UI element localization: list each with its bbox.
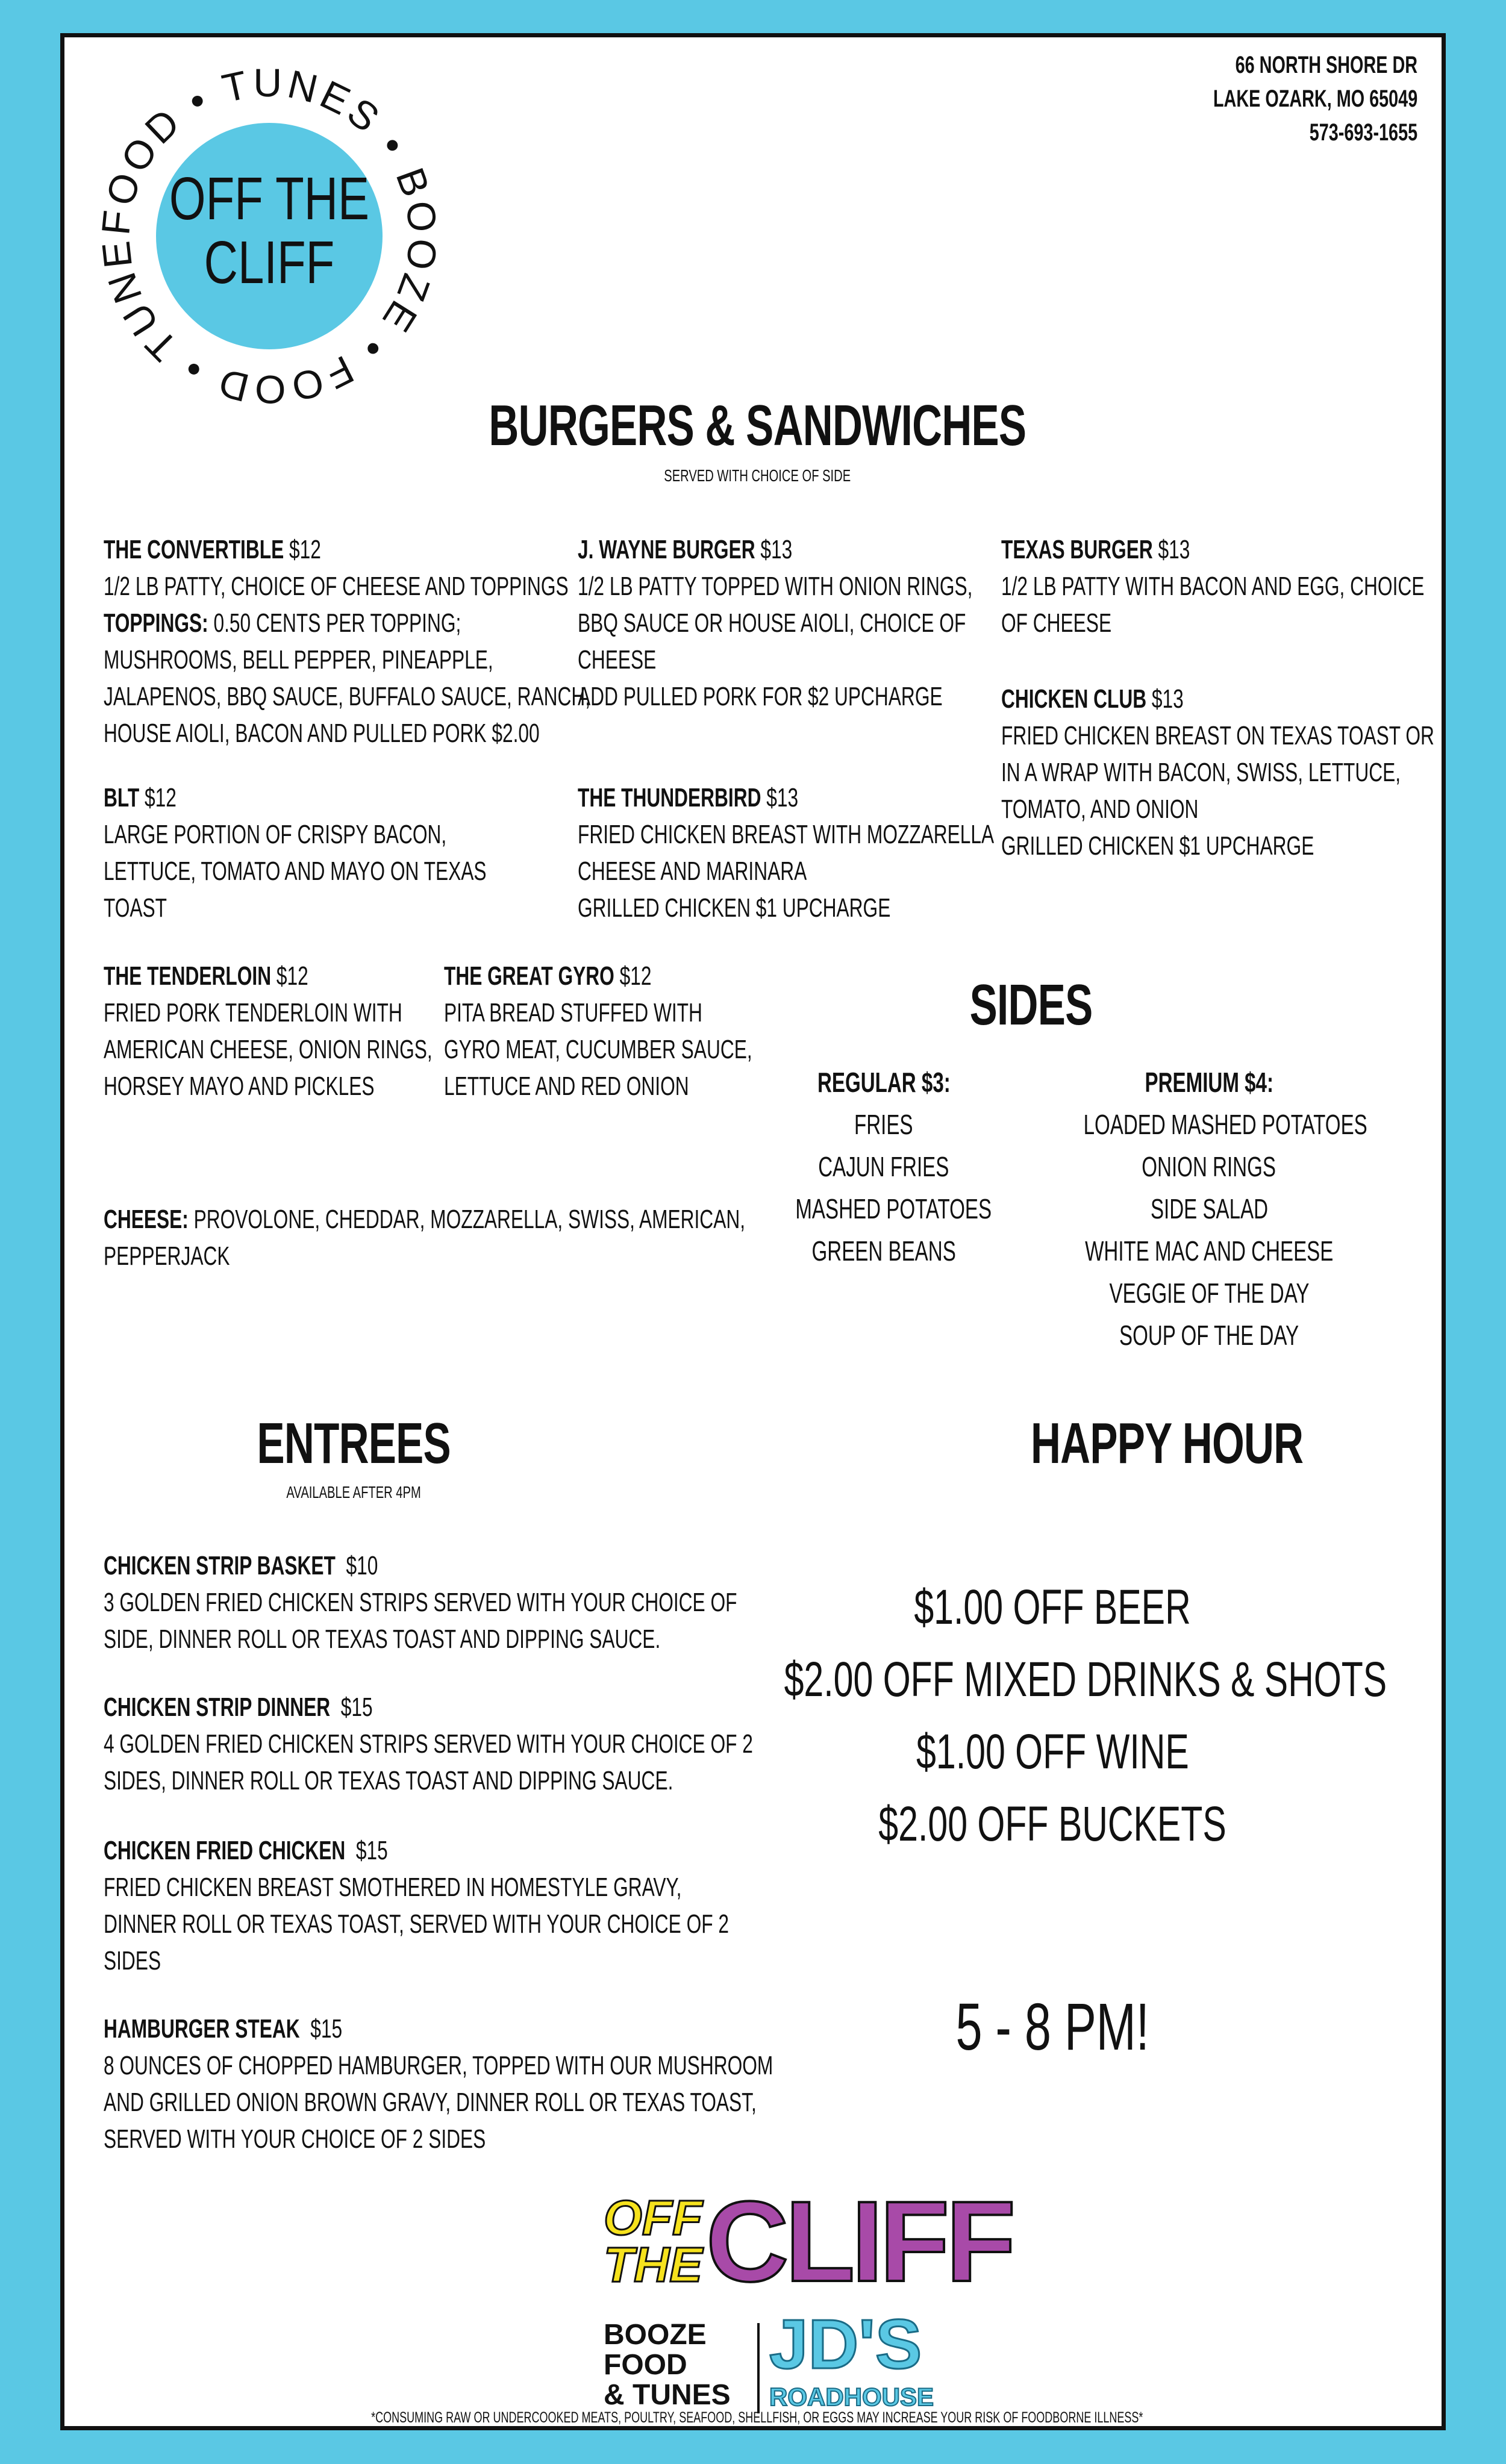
circle-logo-graphic (89, 55, 450, 417)
address-line2: LAKE OZARK, MO 65049 (1213, 86, 1417, 112)
side-item: VEGGIE OF THE DAY (1109, 1277, 1309, 1309)
side-item: ONION RINGS (1142, 1151, 1276, 1182)
logo-center-line2: CLIFF (204, 229, 335, 297)
side-item: SOUP OF THE DAY (1119, 1320, 1299, 1351)
burgers-title: BURGERS & SANDWICHES (489, 393, 1026, 458)
happy-hour-deal: $1.00 OFF BEER (914, 1580, 1191, 1635)
menu-item-strip-basket: CHICKEN STRIP BASKET $10 3 GOLDEN FRIED CHICKEN STRIPS SERVED WITH YOUR CHOICE OF SIDE, DINNER ROLL OR TEXAS TOAST AND DIPPING SAUCE. (104, 1551, 737, 1654)
menu-page (60, 33, 1446, 2430)
side-item: FRIES (854, 1109, 913, 1140)
toppings-label: TOPPINGS: (104, 608, 208, 638)
item-name: THE TENDERLOIN (104, 961, 272, 991)
item-name: CHICKEN FRIED CHICKEN (104, 1836, 346, 1865)
side-item: WHITE MAC AND CHEESE (1084, 1235, 1334, 1267)
burgers-heading (64, 393, 1450, 459)
bottom-logo-off: OFF (604, 2191, 702, 2245)
item-name: THE CONVERTIBLE (104, 535, 284, 564)
bottom-logo-jds: JD'S (769, 2305, 922, 2383)
item-price: $13 (1158, 535, 1190, 564)
menu-item-jwayne: J. WAYNE BURGER $13 1/2 LB PATTY TOPPED WITH ONION RINGS, BBQ SAUCE OR HOUSE AIOLI, CHOICE OF CHEESE ADD PULLED PORK FOR $2 UPCHARGE (578, 535, 973, 711)
item-price: $12 (276, 961, 308, 991)
sides-title: SIDES (970, 973, 1093, 1037)
bottom-logo-roadhouse: ROADHOUSE (769, 2383, 934, 2411)
item-price: $15 (355, 1836, 388, 1865)
item-name: J. WAYNE BURGER (578, 535, 755, 564)
bottom-logo (604, 2178, 1037, 2416)
disclaimer: *CONSUMING RAW OR UNDERCOOKED MEATS, POULTRY, SEAFOOD, SHELLFISH, OR EGGS MAY INCREASE YOUR RISK OF FOODBORNE ILLNESS* (371, 2409, 1143, 2426)
item-price: $12 (145, 783, 177, 812)
item-price: $13 (1151, 684, 1184, 714)
address-block (1134, 48, 1417, 149)
cheese-options: CHEESE: PROVOLONE, CHEDDAR, MOZZARELLA, SWISS, AMERICAN, PEPPERJACK (104, 1205, 746, 1271)
side-item: MASHED POTATOES (795, 1193, 992, 1224)
item-name: CHICKEN STRIP BASKET (104, 1551, 336, 1580)
item-price: $12 (289, 535, 321, 564)
circle-logo (89, 55, 450, 417)
item-name: THE GREAT GYRO (444, 961, 614, 991)
item-name: THE THUNDERBIRD (578, 783, 761, 812)
happy-hour-title: HAPPY HOUR (1030, 1411, 1304, 1476)
bottom-logo-tagline (604, 2320, 731, 2410)
sides-regular-header: REGULAR $3: (817, 1067, 951, 1098)
logo-booze: BOOZE (604, 2319, 707, 2351)
sides-premium-header: PREMIUM $4: (1145, 1067, 1273, 1098)
item-price: $15 (310, 2014, 343, 2044)
item-name: CHICKEN STRIP DINNER (104, 1692, 331, 1722)
item-price: $10 (346, 1551, 378, 1580)
item-name: CHICKEN CLUB (1001, 684, 1147, 714)
bottom-logo-cliff: CLIFF (706, 2178, 1013, 2306)
happy-hour-deal: $2.00 OFF BUCKETS (878, 1797, 1226, 1851)
side-item: CAJUN FRIES (818, 1151, 949, 1182)
item-price: $12 (619, 961, 652, 991)
menu-item-gyro: THE GREAT GYRO $12 PITA BREAD STUFFED WITH GYRO MEAT, CUCUMBER SAUCE, LETTUCE AND RED ONION (444, 961, 752, 1101)
item-price: $13 (760, 535, 793, 564)
menu-item-thunderbird: THE THUNDERBIRD $13 FRIED CHICKEN BREAST WITH MOZZARELLA CHEESE AND MARINARA GRILLED CHICKEN $1 UPCHARGE (578, 783, 995, 923)
sides-premium (1028, 1061, 1390, 1356)
entrees-subtitle: AVAILABLE AFTER 4PM (286, 1483, 421, 1502)
menu-item-convertible: THE CONVERTIBLE $12 1/2 LB PATTY, CHOICE OF CHEESE AND TOPPINGS TOPPINGS: 0.50 CENTS PER TOPPING; MUSHROOMS, BELL PEPPER, PINEAPPLE, JALAPENOS, BBQ SAUCE, BUFFALO SAUCE, RANCH, HOUSE AIOLI, BACON AND PULLED PORK $2.00 (104, 535, 591, 748)
happy-hour-time: 5 - 8 PM! (955, 1990, 1149, 2064)
bottom-logo-the: THE (604, 2238, 702, 2292)
item-name: BLT (104, 783, 140, 812)
menu-item-hamburger-steak: HAMBURGER STEAK $15 8 OUNCES OF CHOPPED HAMBURGER, TOPPED WITH OUR MUSHROOM AND GRILLED ONION BROWN GRAVY, DINNER ROLL OR TEXAS TOAST, SERVED WITH YOUR CHOICE OF 2 SIDES (104, 2014, 773, 2154)
burgers-subtitle: SERVED WITH CHOICE OF SIDE (664, 466, 851, 485)
entrees-title: ENTREES (257, 1411, 451, 1476)
address-phone: 573-693-1655 (1309, 119, 1417, 146)
entrees-heading (185, 1411, 522, 1477)
sides-regular (757, 1061, 1010, 1272)
logo-tunes: & TUNES (604, 2379, 731, 2411)
happy-hour-deal: $2.00 OFF MIXED DRINKS & SHOTS (784, 1652, 1387, 1707)
bottom-logo-divider (757, 2323, 760, 2413)
address-line1: 66 NORTH SHORE DR (1235, 52, 1417, 78)
side-item: SIDE SALAD (1150, 1193, 1268, 1224)
happy-hour-deal: $1.00 OFF WINE (916, 1724, 1189, 1779)
menu-item-chicken-club: CHICKEN CLUB $13 FRIED CHICKEN BREAST ON TEXAS TOAST OR IN A WRAP WITH BACON, SWISS, LETTUCE, TOMATO, AND ONION GRILLED CHICKEN $1 UPCHARGE (1001, 684, 1434, 861)
happy-hour-heading (896, 1411, 1438, 1477)
menu-item-blt: BLT $12 LARGE PORTION OF CRISPY BACON, LETTUCE, TOMATO AND MAYO ON TEXAS TOAST (104, 783, 487, 923)
logo-center-line1: OFF THE (169, 165, 370, 233)
menu-item-tenderloin: THE TENDERLOIN $12 FRIED PORK TENDERLOIN WITH AMERICAN CHEESE, ONION RINGS, HORSEY MAYO AND PICKLES (104, 961, 433, 1101)
sides-heading (896, 972, 1167, 1038)
menu-item-strip-dinner: CHICKEN STRIP DINNER $15 4 GOLDEN FRIED CHICKEN STRIPS SERVED WITH YOUR CHOICE OF 2 SIDES, DINNER ROLL OR TEXAS TOAST AND DIPPING SAUCE. (104, 1692, 753, 1795)
item-price: $15 (340, 1692, 373, 1722)
cheese-label: CHEESE: (104, 1205, 189, 1234)
side-item: LOADED MASHED POTATOES (1083, 1109, 1367, 1140)
logo-ring-text: FOOD • TUNES • BOOZE • FOOD • TUNE (93, 60, 446, 413)
menu-item-chicken-fried-chicken: CHICKEN FRIED CHICKEN $15 FRIED CHICKEN BREAST SMOTHERED IN HOMESTYLE GRAVY, DINNER ROLL OR TEXAS TOAST, SERVED WITH YOUR CHOICE OF 2 SIDES (104, 1836, 730, 1976)
item-name: TEXAS BURGER (1001, 535, 1153, 564)
item-name: HAMBURGER STEAK (104, 2014, 300, 2044)
side-item: GREEN BEANS (811, 1235, 956, 1267)
menu-item-texas: TEXAS BURGER $13 1/2 LB PATTY WITH BACON AND EGG, CHOICE OF CHEESE (1001, 535, 1425, 638)
item-price: $13 (766, 783, 799, 812)
logo-food: FOOD (604, 2349, 687, 2381)
